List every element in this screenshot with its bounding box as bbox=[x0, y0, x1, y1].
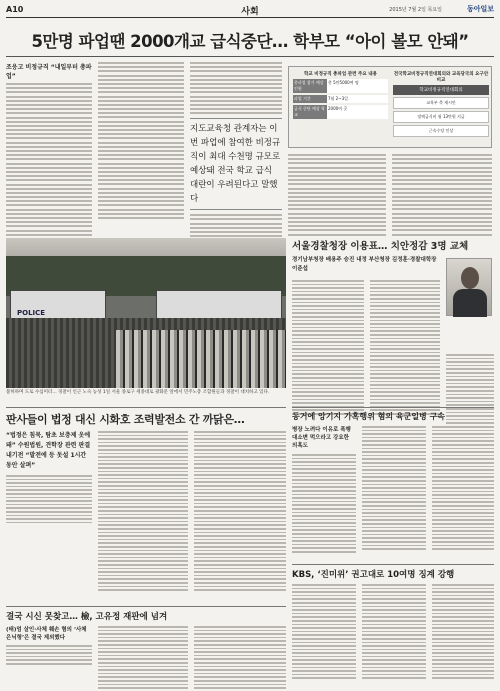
body-text bbox=[98, 431, 188, 593]
story-kbs-discipline bbox=[292, 564, 494, 681]
body-text bbox=[6, 645, 92, 665]
story-judges-tidal-plant bbox=[6, 407, 286, 593]
info-right-item: 학교비정규직연대회의 bbox=[393, 85, 489, 95]
info-row-value: 7월 2~3일 bbox=[327, 95, 388, 103]
body-text bbox=[194, 626, 286, 691]
main-story-col-5 bbox=[392, 154, 492, 238]
body-text bbox=[190, 62, 282, 114]
info-graphic bbox=[288, 66, 492, 148]
info-right-title: 전국학교비정규직연대회의와 교육당국의 요구안 비교 bbox=[393, 72, 489, 83]
body-text bbox=[432, 426, 494, 555]
story4-headline: 동거에 앙기지 가혹행위 혐의 육군일병 구속 bbox=[292, 412, 446, 421]
body-text bbox=[6, 475, 92, 523]
body-text bbox=[6, 83, 92, 236]
info-row bbox=[293, 95, 388, 103]
body-text bbox=[392, 154, 492, 236]
headline-rule bbox=[6, 56, 494, 57]
info-row-label: 총파업 참가 예상인원 bbox=[293, 79, 327, 93]
story2-subhead: 경기남부청장 배용주 승진 내정 부산청장 김정훈·경찰대학장 이준섭 bbox=[292, 257, 437, 272]
story5-headline: KBS, ‘진미위’ 권고대로 10여명 징계 강행 bbox=[292, 570, 455, 580]
info-right-item: 근속수당 인상 bbox=[393, 125, 489, 137]
police-bus bbox=[10, 290, 106, 320]
main-story-col-2 bbox=[98, 62, 184, 221]
body-text bbox=[98, 62, 184, 219]
body-text bbox=[292, 454, 356, 553]
section-title: 사회 bbox=[241, 7, 259, 17]
info-row-label: 급식 중단 예상 학교 bbox=[293, 105, 327, 119]
main-story-col-4 bbox=[288, 154, 386, 238]
protest-photo bbox=[6, 238, 286, 388]
info-row bbox=[293, 105, 388, 119]
body-text bbox=[292, 584, 356, 681]
info-left-title: 학교 비정규직 총파업 관련 주요 내용 bbox=[303, 72, 378, 77]
pull-quote: 지도교육청 관계자는 이번 파업에 참여한 비정규직이 최대 수천명 규모로 예상돼 전국 학교 급식 대란이 우려된다고 말했다 bbox=[190, 118, 282, 210]
story6-headline: 결국 시신 못찾고… 檢, 고유정 재판에 넘겨 bbox=[6, 612, 168, 622]
body-text bbox=[362, 426, 426, 555]
main-headline: 5만명 파업땐 2000개교 급식중단… 학부모 “아이 볼모 안돼” bbox=[31, 32, 469, 51]
page-header bbox=[6, 4, 494, 18]
body-text bbox=[98, 626, 188, 691]
story6-subhead: (태)엄 살인·사체 훼손 혐의 ‘사체 은닉형’은 결국 제외했다 bbox=[6, 627, 87, 641]
story2-headline: 서울경찰청장 이용표… 치안정감 3명 교체 bbox=[292, 241, 469, 252]
page-number: A10 bbox=[6, 5, 24, 14]
main-kicker: 조응고 비정규직 “내일부터 총파업” bbox=[6, 64, 92, 80]
info-left-panel bbox=[293, 71, 388, 121]
body-text bbox=[362, 584, 426, 681]
body-text bbox=[288, 154, 386, 236]
police-bus bbox=[156, 290, 282, 320]
body-text bbox=[194, 431, 286, 593]
body-text bbox=[432, 584, 494, 681]
photo-caption: 불허하며 도로 수십미터... 경찰이 인근 노숙 농성 1일 서울 종로구 세종대로 광화문 앞에서 민주노총 조합원들과 경찰이 대치하고 있다. bbox=[6, 390, 270, 395]
issue-date: 2015년 7월 2일 목요일 bbox=[389, 7, 442, 13]
story-army-abuse bbox=[292, 407, 494, 555]
info-row-value: 2000여 곳 bbox=[327, 105, 388, 119]
newspaper-logo: 동아일보 bbox=[466, 5, 494, 13]
info-right-panel bbox=[393, 71, 489, 139]
info-row-label: 파업 기간 bbox=[293, 95, 327, 103]
info-right-item: 교육부 측 제시안 bbox=[393, 97, 489, 109]
info-row bbox=[293, 79, 388, 93]
main-story-col-1 bbox=[6, 62, 92, 238]
info-row-value: 총 5만5000여 명 bbox=[327, 79, 388, 93]
bus-label: POLICE bbox=[17, 309, 46, 317]
story3-headline: 판사들이 법정 대신 시화호 조력발전소 간 까닭은… bbox=[6, 413, 245, 426]
portrait-head bbox=[461, 267, 479, 289]
photo-police-line bbox=[116, 330, 286, 388]
portrait-photo bbox=[446, 258, 492, 316]
story-murder-trial bbox=[6, 606, 286, 691]
story3-subhead: “법정은 침묵, 탐초 보충제 옷에 돼” 수원법원, 견학장 관련 판결 내기전 “발전에 등 돗설 1시간동안 살펴” bbox=[6, 432, 91, 469]
portrait-body bbox=[453, 289, 487, 317]
info-right-item: 정액급식비 월 13만원 지급 bbox=[393, 111, 489, 123]
story4-subhead: 병장 노려다 이유로 폭행 대소변 먹으라고 강요한 의혹도 bbox=[292, 427, 351, 449]
main-story-col-3 bbox=[190, 62, 282, 260]
